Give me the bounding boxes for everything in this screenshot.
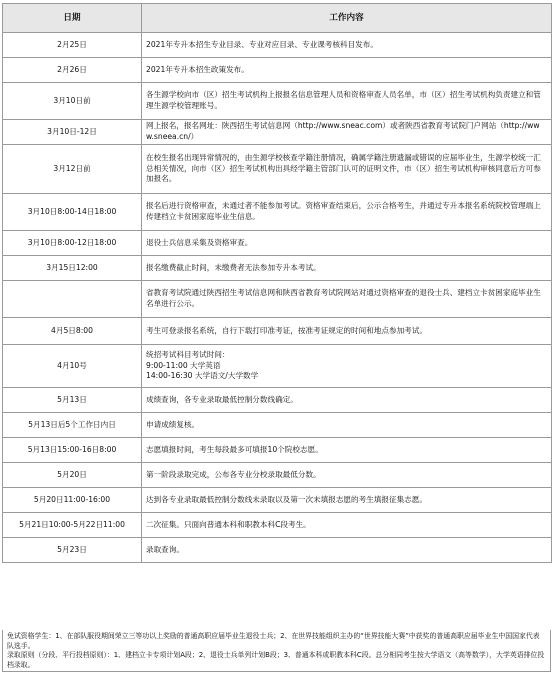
row-date: 3月10日8:00-14日18:00 [3,194,142,231]
row-content [142,281,552,318]
row-content [142,194,552,231]
admission-principle-note: 录取原则（分段、平行投档原则）：1、建档立卡专项计划A段；2、退役士兵单列计划B段；3、普通本科或职教本科C段。总分相同考生按大学语文（高等数学），大学英语排位投档录取。 [7,651,545,669]
row-date: 3月15日12:00 [3,256,142,281]
table-row [3,388,552,413]
row-content [142,145,552,194]
row-date: 5月20日 [3,463,142,488]
table-row [3,345,552,388]
row-date: 2月25日 [3,33,142,58]
table-row [3,538,552,563]
row-date: 4月10号 [3,345,142,388]
row-date: 5月23日 [3,538,142,563]
table-row [3,33,552,58]
row-content [142,318,552,345]
row-content-line: 统招考试科目考试时间： [146,350,230,360]
row-content [142,438,552,463]
row-date: 5月21日10:00-5月22日11:00 [3,513,142,538]
row-content [142,231,552,256]
row-content-line: 14:00-16:30 大学语文/大学数学 [146,371,259,381]
table-row [3,513,552,538]
table-row [3,488,552,513]
row-date: 3月12日前 [3,145,142,194]
row-content-line: 二次征集。只面向普通本科和职教本科C段考生。 [146,519,311,529]
row-content [142,388,552,413]
table-row [3,231,552,256]
header-date: 日期 [3,4,142,33]
row-content-line: 各生源学校向市（区）招生考试机构上报报名信息管理人员和资格审查人员名单，市（区）招生考试机构负责建立和管理生源学校管理账号。 [146,90,541,110]
footnote [2,630,551,672]
table-header-row [3,4,552,33]
row-content-line: 考生可登录报名系统，自行下载打印准考证，按准考证规定的时间和地点参加考试。 [146,325,427,335]
row-content [142,83,552,120]
row-content [142,120,552,145]
table-row [3,318,552,345]
row-date: 3月10日前 [3,83,142,120]
table-row [3,194,552,231]
table-row [3,463,552,488]
row-date: 4月5日8:00 [3,318,142,345]
row-date: 3月10日-12日 [3,120,142,145]
row-date: 5月20日11:00-16:00 [3,488,142,513]
row-content-line: 9:00-11:00 大学英语 [146,360,221,370]
table-row [3,145,552,194]
row-content-line: 录取查询。 [146,544,184,554]
row-content [142,413,552,438]
exemption-note: 免试资格学生：1、在部队服役期间荣立三等功以上奖励的普通高职应届毕业生退役士兵；2、在世界技能组织主办的“世界技能大赛”中获奖的普通高职应届毕业生中国国家代表队选手。 [7,632,540,650]
row-content-line: 成绩查询，各专业录取最低控制分数线确定。 [146,394,298,404]
row-content [142,538,552,563]
row-content [142,345,552,388]
row-content-line: 达到各专业录取最低控制分数线未录取以及第一次未填报志愿的考生填报征集志愿。 [146,494,427,504]
row-content-line: 第一阶段录取完成，公布各专业分校录取最低分数。 [146,469,321,479]
row-content-line: 网上报名，报名网址：陕西招生考试信息网（http://www.sneac.com）或者陕西省教育考试院门户网站（http://www.sneea.cn/） [146,121,540,141]
table-row [3,413,552,438]
row-content-line: 2021年专升本招生专业目录、专业对应目录、专业课考核科目发布。 [146,39,378,49]
schedule-table [2,3,552,563]
table-row [3,256,552,281]
row-date: 5月13日15:00-16日8:00 [3,438,142,463]
row-content [142,463,552,488]
row-content [142,33,552,58]
row-date: 5月13日 [3,388,142,413]
row-date: 5月13日后5个工作日内日 [3,413,142,438]
row-content [142,58,552,83]
table-row [3,120,552,145]
row-content-line: 退役士兵信息采集及资格审查。 [146,237,253,247]
row-content [142,513,552,538]
row-content-line: 报名后进行资格审查，未通过者不能参加考试。资格审查结束后，公示合格考生，并通过专升本报名系统院校管理端上传建档立卡贫困家庭毕业生信息。 [146,201,541,221]
table-row [3,438,552,463]
row-content-line: 申请成绩复核。 [146,419,200,429]
row-content-line: 在校生报名出现异常情况的，由生源学校核查学籍注册情况，确属学籍注册遗漏或错误的应届毕业生，生源学校统一汇总相关情况，向市（区）招生考试机构出具经学籍主管部门认可的证明文件，市（区）招生考试机构审核同意后方可参加报名。 [146,153,541,184]
row-content-line: 报名缴费截止时间，未缴费者无法参加专升本考试。 [146,262,321,272]
row-date: 2月26日 [3,58,142,83]
table-row [3,281,552,318]
row-date: 3月10日8:00-12日18:00 [3,231,142,256]
row-content-line: 2021年专升本招生政策发布。 [146,64,249,74]
row-content [142,256,552,281]
row-content-line: 省教育考试院通过陕西招生考试信息网和陕西省教育考试院网站对通过资格审查的退役士兵、建档立卡贫困家庭毕业生名单进行公示。 [146,288,541,308]
row-content-line: 志愿填报时间，考生每段最多可填报10个院校志愿。 [146,444,323,454]
table-row [3,83,552,120]
table-body [3,33,552,563]
table-row [3,58,552,83]
header-content: 工作内容 [142,4,552,33]
row-date [3,281,142,318]
row-content [142,488,552,513]
